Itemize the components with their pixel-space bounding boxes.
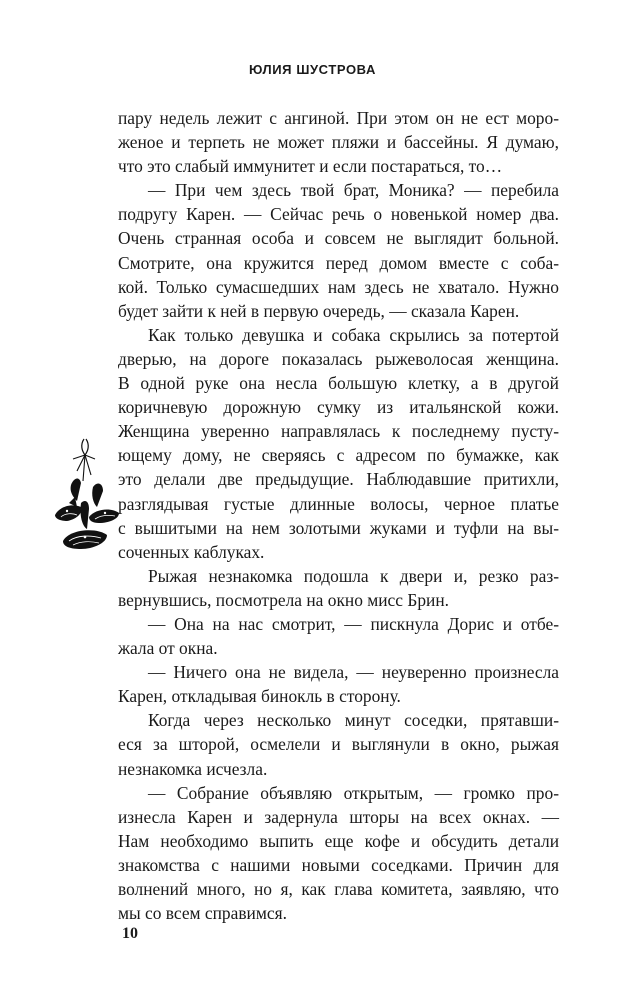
- text-line: женое и терпеть не может пляжи и бассейны. Я думаю,: [118, 132, 559, 153]
- text-line: Женщина уверенно направлялась к последнему пусту-: [118, 421, 559, 442]
- text-line: волнений много, но я, как глава комитета, заявляю, что: [118, 879, 559, 899]
- text-line: жала от окна.: [118, 638, 218, 659]
- text-line: Смотрите, она кружится перед домом вместе с соба-: [118, 252, 559, 273]
- text-line: — При чем здесь твой брат, Моника? — перебила: [148, 180, 559, 201]
- text-line: с вышитыми на нем золотыми жуками и туфли на вы-: [118, 517, 559, 538]
- text-line: ющему дому, не сверяясь с адресом по бумажке, как: [118, 445, 559, 466]
- text-line: дверью, на дороге показалась рыжеволосая женщина.: [118, 348, 559, 369]
- text-line: В одной руке она несла большую клетку, а в другой: [118, 373, 559, 394]
- text-line: Когда через несколько минут соседки, прятавши-: [148, 710, 559, 731]
- text-line: — Ничего она не видела, — неуверенно произнесла: [148, 662, 559, 683]
- text-line: изнесла Карен и задернула шторы на всех окнах. —: [118, 806, 559, 827]
- text-line: что это слабый иммунитет и если постараться, то…: [118, 156, 503, 177]
- text-line: коричневую дорожную сумку из итальянской кожи.: [118, 397, 559, 418]
- text-line: кой. Только сумасшедших нам здесь не хватало. Нужно: [118, 276, 559, 297]
- text-line: подругу Карен. — Сейчас речь о новенькой номер два.: [118, 204, 559, 225]
- text-line: пару недель лежит с ангиной. При этом он не ест моро-: [118, 108, 559, 128]
- text-line: мы со всем справимся.: [118, 903, 287, 924]
- text-line: незнакомка исчезла.: [118, 758, 268, 779]
- body-text: [118, 106, 559, 925]
- text-line: Карен, откладывая бинокль в сторону.: [118, 686, 401, 707]
- text-line: будет зайти к ней в первую очередь, — сказала Карен.: [118, 300, 520, 321]
- text-line: это делали две предыдущие. Наблюдавшие притихли,: [118, 469, 559, 490]
- text-line: Нам необходимо выпить еще кофе и обсудить детали: [118, 830, 559, 851]
- text-line: еся за шторой, осмелели и выглянули в окно, рыжая: [118, 734, 559, 755]
- text-line: — Собрание объявляю открытым, — громко про-: [148, 782, 559, 803]
- text-line: Рыжая незнакомка подошла к двери и, резко раз-: [148, 565, 559, 586]
- text-line: вернувшись, посмотрела на окно мисс Брин.: [118, 589, 449, 610]
- text-line: разглядывая густые длинные волосы, черное платье: [118, 493, 559, 514]
- running-title: ЮЛИЯ ШУСТРОВА: [248, 62, 377, 77]
- text-line: Как только девушка и собака скрылись за потертой: [148, 324, 559, 345]
- text-line: Очень странная особа и совсем не выглядит больной.: [118, 228, 559, 249]
- text-line: знакомства с нашими новыми соседками. Причин для: [118, 854, 559, 875]
- text-line: соченных каблуках.: [118, 541, 265, 562]
- text-line: — Она на нас смотрит, — пискнула Дорис и отбе-: [148, 613, 559, 634]
- page-number: 10: [122, 925, 138, 942]
